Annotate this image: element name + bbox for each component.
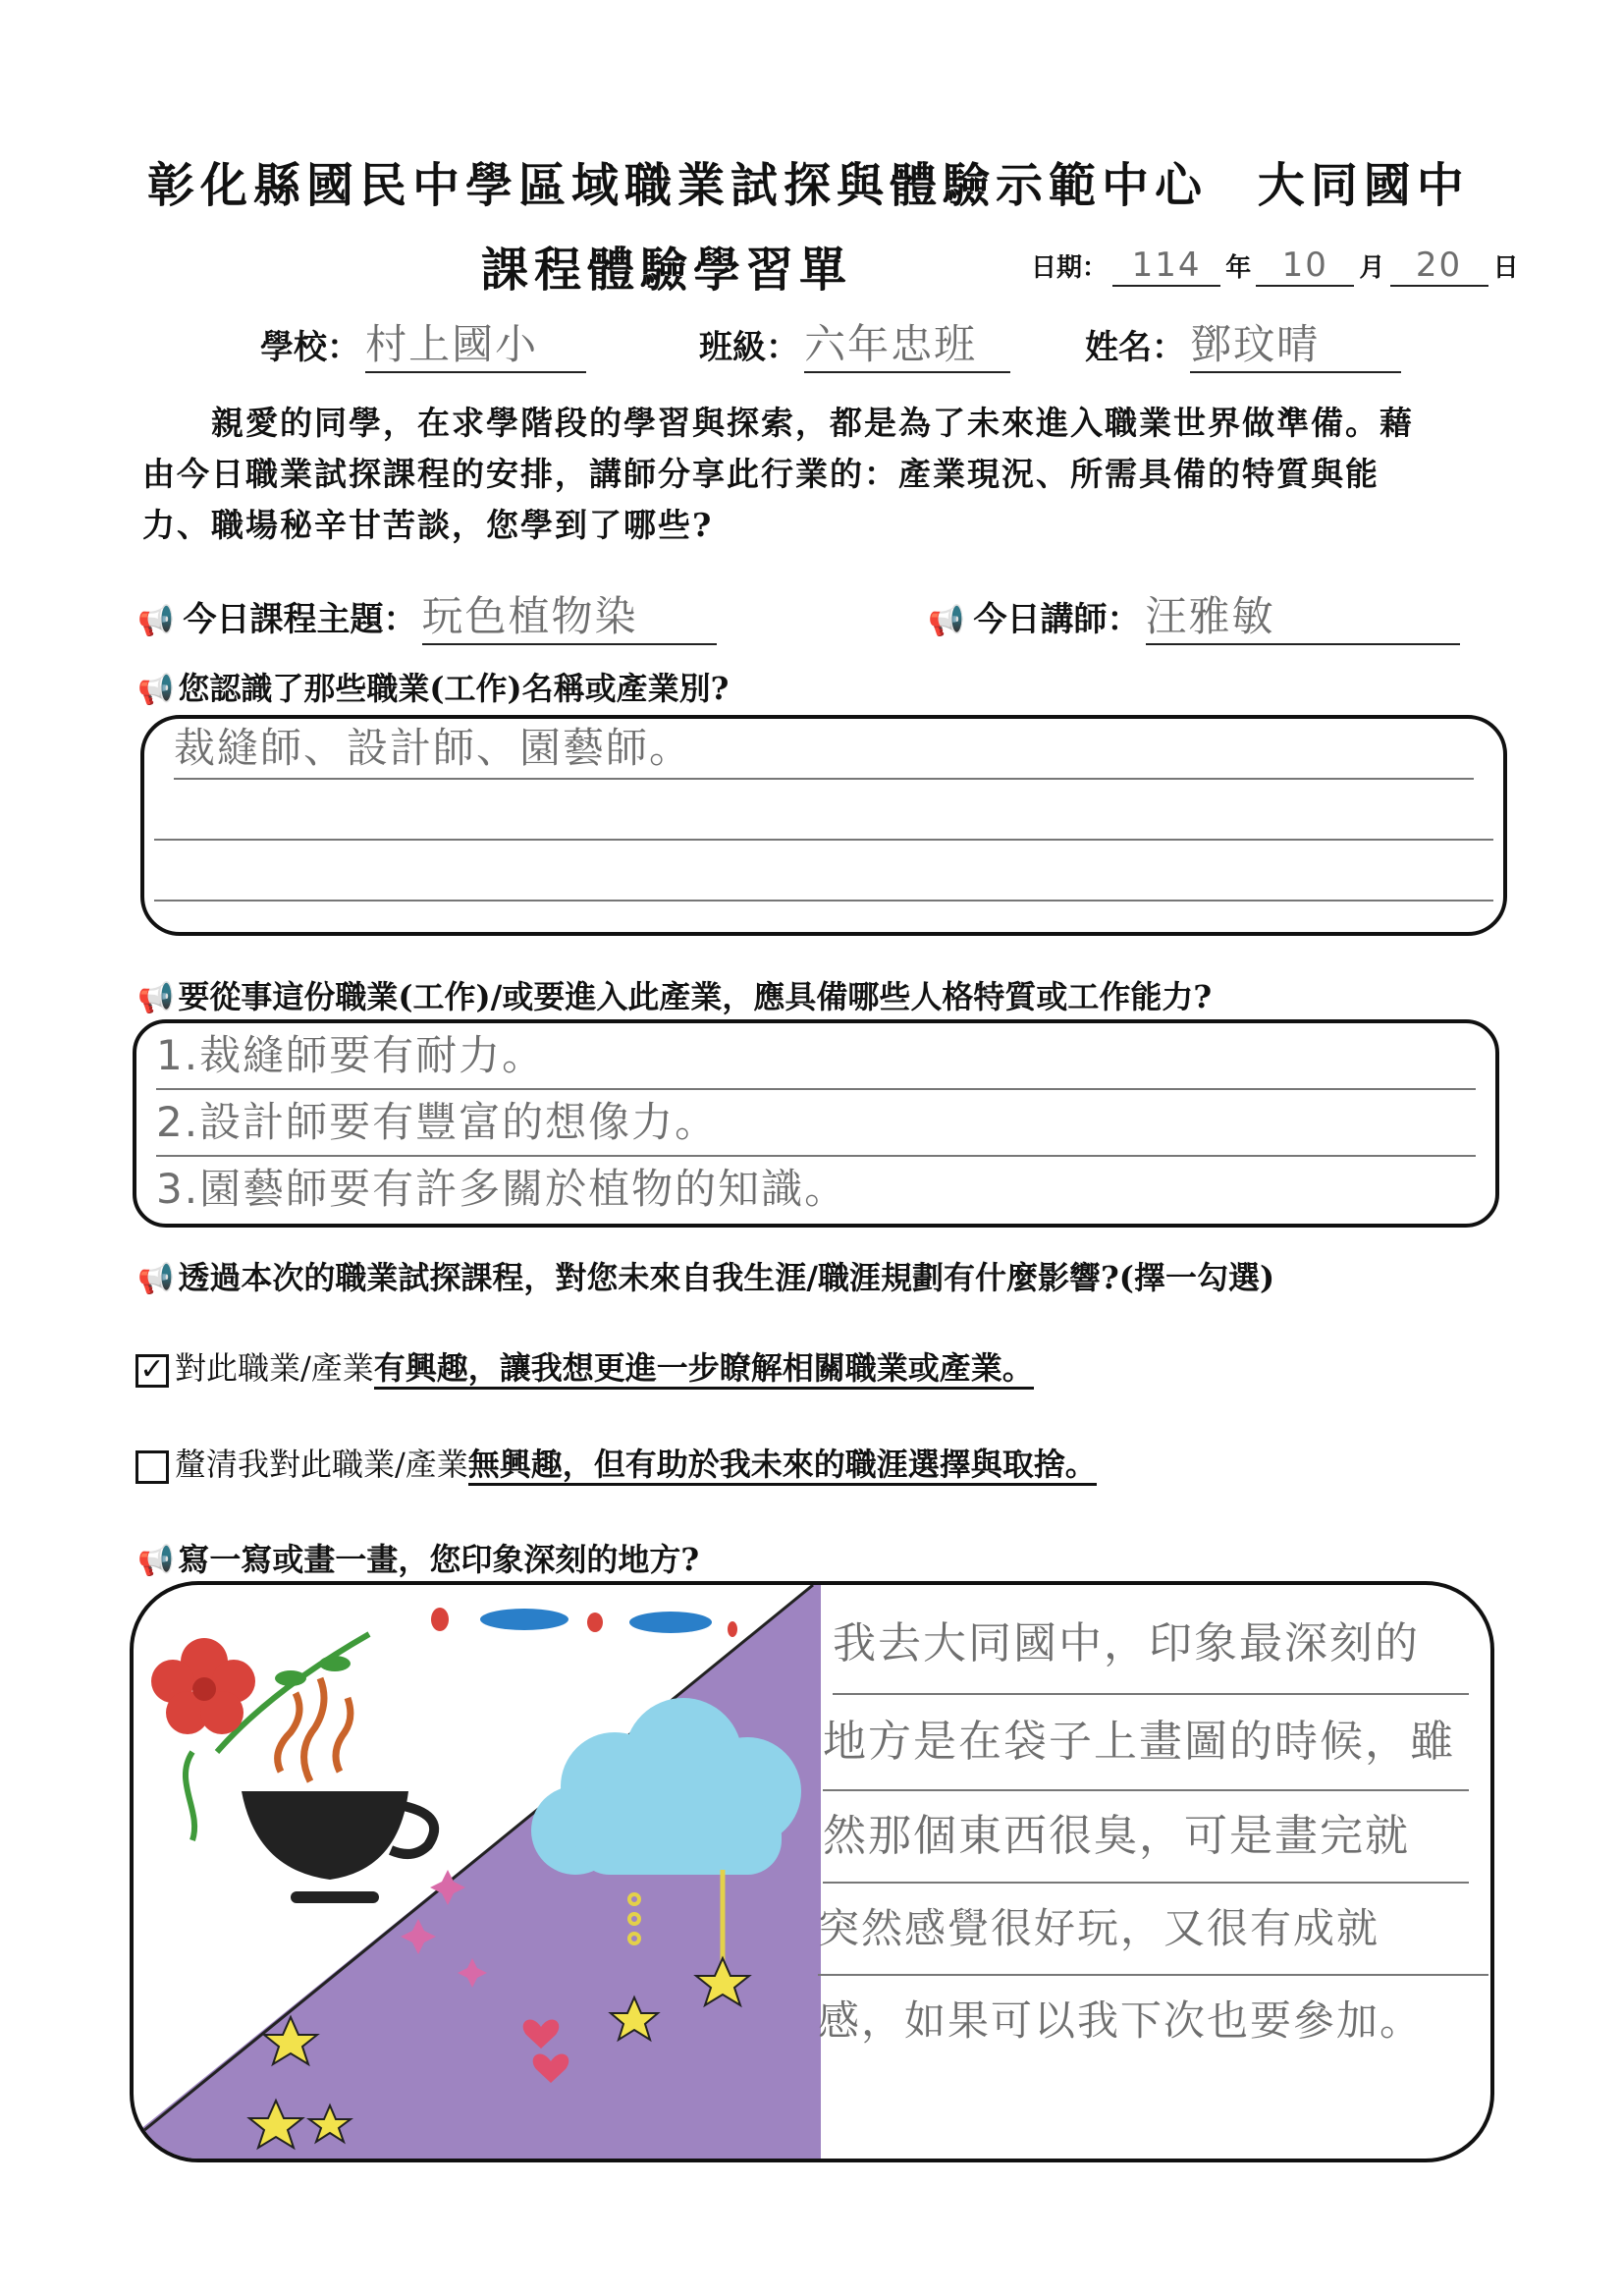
q2-line-1: 1.裁縫師要有耐力。 bbox=[156, 1023, 1476, 1090]
name-value: 鄧玟晴 bbox=[1190, 312, 1401, 373]
q4-line-1: 我去大同國中，印象最深刻的 bbox=[833, 1595, 1469, 1695]
q4-line-3: 然那個東西很臭，可是畫完就 bbox=[823, 1791, 1469, 1884]
megaphone-icon: 📢 bbox=[137, 1544, 175, 1578]
megaphone-icon: 📢 bbox=[137, 981, 175, 1015]
q4-line-5: 感，如果可以我下次也要參加。 bbox=[818, 1996, 1424, 2045]
name-field: 姓名： 鄧玟晴 bbox=[1085, 312, 1401, 373]
teacup-icon bbox=[242, 1678, 434, 1903]
checkbox-unchecked[interactable] bbox=[135, 1450, 169, 1484]
q1-line-3 bbox=[154, 841, 1493, 902]
form-subtitle: 課程體驗學習單 bbox=[481, 243, 853, 298]
q2-line-3: 3.園藝師要有許多關於植物的知識。 bbox=[156, 1165, 848, 1213]
checkbox-checked[interactable]: ✓ bbox=[135, 1354, 169, 1388]
date-field: 日期： 114 年 10 月 20 日 bbox=[1031, 246, 1519, 285]
q2-question: 📢 要從事這份職業(工作)/或要進入此產業，應具備哪些人格特質或工作能力? bbox=[137, 978, 1213, 1015]
q2-answer-box bbox=[133, 1019, 1499, 1228]
megaphone-icon: 📢 bbox=[928, 604, 965, 638]
q3-option-interested[interactable]: ✓ 對此職業/產業有興趣，讓我想更進一步瞭解相關職業或產業。 bbox=[135, 1343, 1034, 1389]
q4-line-4: 突然感覺很好玩，又很有成就 bbox=[818, 1884, 1488, 1976]
course-teacher-value: 汪雅敏 bbox=[1146, 584, 1460, 645]
form-title: 彰化縣國民中學區域職業試探與體驗示範中心 大同國中 bbox=[147, 158, 1470, 213]
class-value: 六年忠班 bbox=[804, 312, 1010, 373]
q2-line-2: 2.設計師要有豐富的想像力。 bbox=[156, 1090, 1476, 1157]
q4-question: 📢 寫一寫或畫一畫，您印象深刻的地方? bbox=[137, 1541, 700, 1578]
course-teacher: 📢 今日講師： 汪雅敏 bbox=[928, 584, 1460, 645]
course-topic-value: 玩色植物染 bbox=[422, 584, 717, 645]
intro-paragraph: 親愛的同學，在求學階段的學習與探索，都是為了未來進入職業世界做準備。藉 由今日職業試探課程的安排，講師分享此行業的：產業現況、所需具備的特質與能 力、職場秘辛甘苦談，您學到了哪些? bbox=[142, 404, 1414, 544]
megaphone-icon: 📢 bbox=[137, 673, 175, 707]
top-decoration bbox=[431, 1608, 737, 1637]
date-day: 20 bbox=[1390, 246, 1488, 287]
q3-question: 📢 透過本次的職業試探課程，對您未來自我生涯/職涯規劃有什麼影響?(擇一勾選) bbox=[137, 1259, 1275, 1296]
drawing-box bbox=[130, 1581, 1494, 2162]
date-month: 10 bbox=[1256, 246, 1354, 287]
course-topic: 📢 今日課程主題： 玩色植物染 bbox=[137, 584, 717, 645]
megaphone-icon: 📢 bbox=[137, 1262, 175, 1296]
school-value: 村上國小 bbox=[365, 312, 586, 373]
class-field: 班級： 六年忠班 bbox=[699, 312, 1010, 373]
q4-line-2: 地方是在袋子上畫圖的時候，雖 bbox=[823, 1695, 1469, 1791]
megaphone-icon: 📢 bbox=[137, 604, 175, 638]
date-year: 114 bbox=[1112, 246, 1220, 287]
q1-line-1: 裁縫師、設計師、園藝師。 bbox=[174, 719, 1474, 780]
q3-option-not-interested[interactable]: 釐清我對此職業/產業無興趣，但有助於我未來的職涯選擇與取捨。 bbox=[135, 1440, 1097, 1485]
q1-answer-box bbox=[140, 715, 1507, 936]
q1-line-2 bbox=[154, 780, 1493, 841]
school-field: 學校： 村上國小 bbox=[260, 312, 586, 373]
q1-question: 📢 您認識了那些職業(工作)名稱或產業別? bbox=[137, 670, 730, 707]
q4-writing-area bbox=[813, 1585, 1494, 2162]
